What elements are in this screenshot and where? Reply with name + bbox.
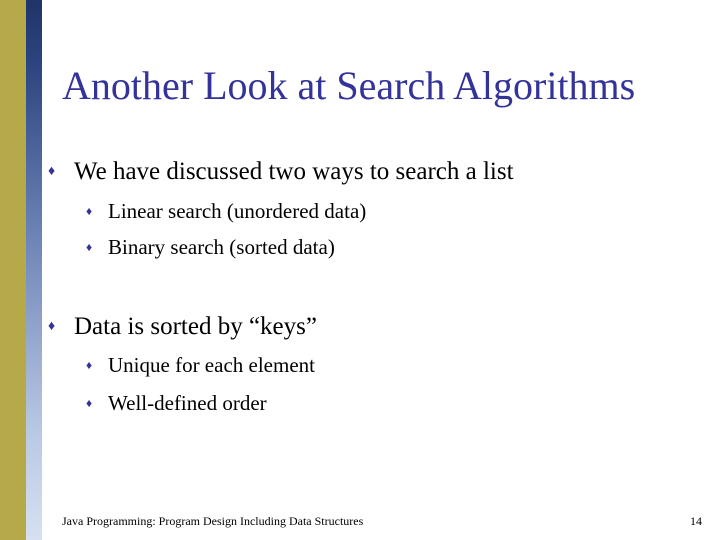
diamond-bullet-icon: ♦ xyxy=(86,396,93,410)
sub-bullet-item xyxy=(86,390,267,419)
sub-bullet-item xyxy=(86,234,335,263)
sub-bullet-item xyxy=(86,352,315,381)
sub-bullet-text: Binary search (sorted data) xyxy=(108,235,335,259)
page-number: 14 xyxy=(690,514,702,528)
slide-footer: Java Programming: Program Design Including Data Structures xyxy=(62,514,364,528)
left-decorative-bar-olive xyxy=(0,0,26,540)
diamond-bullet-icon: ♦ xyxy=(86,358,93,372)
bullet-text: Data is sorted by “keys” xyxy=(74,313,317,340)
sub-bullet-item xyxy=(86,198,366,227)
bullet-item xyxy=(48,312,317,346)
bullet-item xyxy=(48,157,514,191)
sub-bullet-text: Well-defined order xyxy=(108,391,267,415)
sub-bullet-text: Linear search (unordered data) xyxy=(108,199,367,223)
left-decorative-bar-navy xyxy=(26,0,42,540)
slide-title: Another Look at Search Algorithms xyxy=(62,63,636,108)
diamond-bullet-icon: ♦ xyxy=(48,164,56,179)
sub-bullet-text: Unique for each element xyxy=(108,353,315,377)
diamond-bullet-icon: ♦ xyxy=(86,240,93,254)
diamond-bullet-icon: ♦ xyxy=(86,204,93,218)
bullet-text: We have discussed two ways to search a list xyxy=(74,158,514,185)
diamond-bullet-icon: ♦ xyxy=(48,319,56,334)
